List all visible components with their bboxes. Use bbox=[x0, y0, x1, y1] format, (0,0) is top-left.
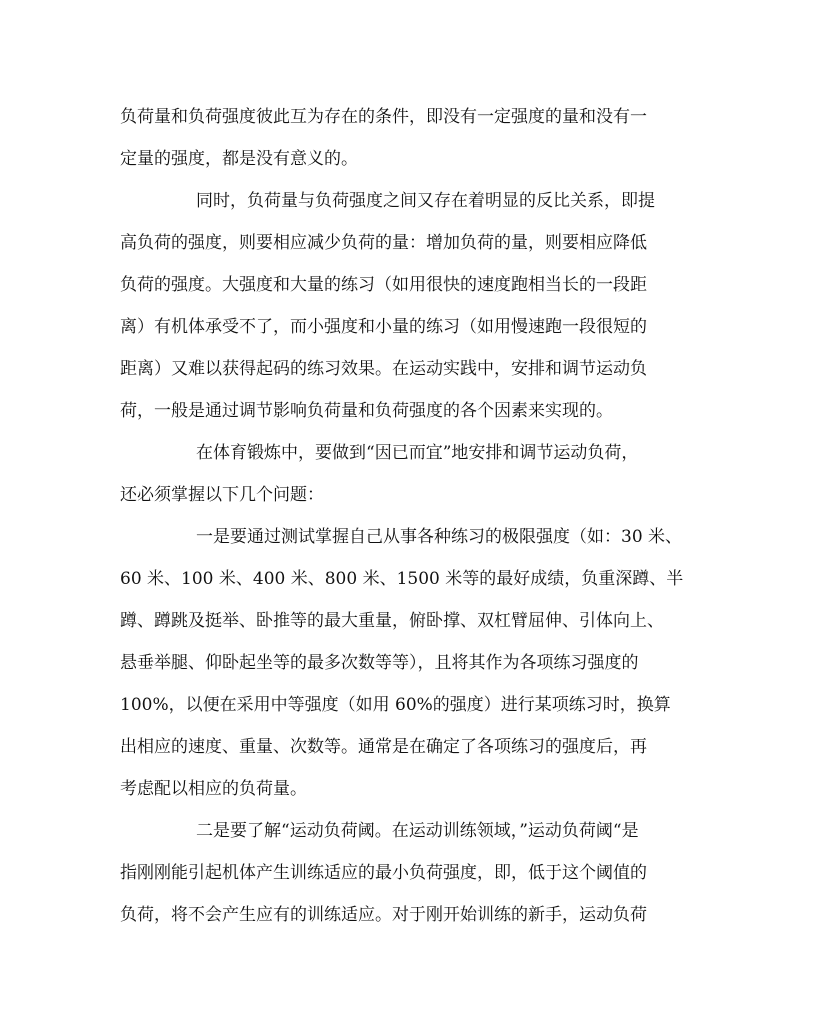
paragraph-1-line-2: 定量的强度，都是没有意义的。 bbox=[120, 149, 358, 169]
paragraph-2-line-6: 荷，一般是通过调节影响负荷量和负荷强度的各个因素来实现的。 bbox=[120, 401, 613, 421]
paragraph-5-line-2: 指刚刚能引起机体产生训练适应的最小负荷强度，即，低于这个阈值的 bbox=[120, 863, 647, 883]
paragraph-5-line-1: 二是要了解“运动负荷阈。在运动训练领域，”运动负荷阈“是 bbox=[196, 821, 639, 841]
paragraph-4-line-1: 一是要通过测试掌握自己从事各种练习的极限强度（如：30 米、 bbox=[196, 527, 683, 547]
paragraph-4-line-3: 蹲、蹲跳及挺举、卧推等的最大重量，俯卧撑、双杠臂屈伸、引体向上、 bbox=[120, 611, 664, 631]
paragraph-2-line-1: 同时，负荷量与负荷强度之间又存在着明显的反比关系，即提 bbox=[196, 191, 655, 211]
paragraph-3-line-1: 在体育锻炼中，要做到“因已而宜”地安排和调节运动负荷， bbox=[196, 443, 639, 463]
paragraph-4-line-7: 考虑配以相应的负荷量。 bbox=[120, 779, 307, 799]
paragraph-4-line-4: 悬垂举腿、仰卧起坐等的最多次数等等），且将其作为各项练习强度的 bbox=[120, 653, 639, 673]
paragraph-2-line-3: 负荷的强度。大强度和大量的练习（如用很快的速度跑相当长的一段距 bbox=[120, 275, 647, 295]
paragraph-2-line-5: 距离）又难以获得起码的练习效果。在运动实践中，安排和调节运动负 bbox=[120, 359, 647, 379]
paragraph-2-line-2: 高负荷的强度，则要相应减少负荷的量：增加负荷的量，则要相应降低 bbox=[120, 233, 647, 253]
paragraph-4-line-2: 60 米、100 米、400 米、800 米、1500 米等的最好成绩，负重深蹲、半 bbox=[120, 569, 684, 589]
paragraph-5-line-3: 负荷，将不会产生应有的训练适应。对于刚开始训练的新手，运动负荷 bbox=[120, 905, 647, 925]
paragraph-2-line-4: 离）有机体承受不了，而小强度和小量的练习（如用慢速跑一段很短的 bbox=[120, 317, 647, 337]
paragraph-4-line-5: 100%，以便在采用中等强度（如用 60%的强度）进行某项练习时，换算 bbox=[120, 695, 671, 715]
paragraph-1-line-1: 负荷量和负荷强度彼此互为存在的条件，即没有一定强度的量和没有一 bbox=[120, 107, 647, 127]
paragraph-4-line-6: 出相应的速度、重量、次数等。通常是在确定了各项练习的强度后，再 bbox=[120, 737, 647, 757]
paragraph-3-line-2: 还必须掌握以下几个问题： bbox=[120, 485, 324, 505]
